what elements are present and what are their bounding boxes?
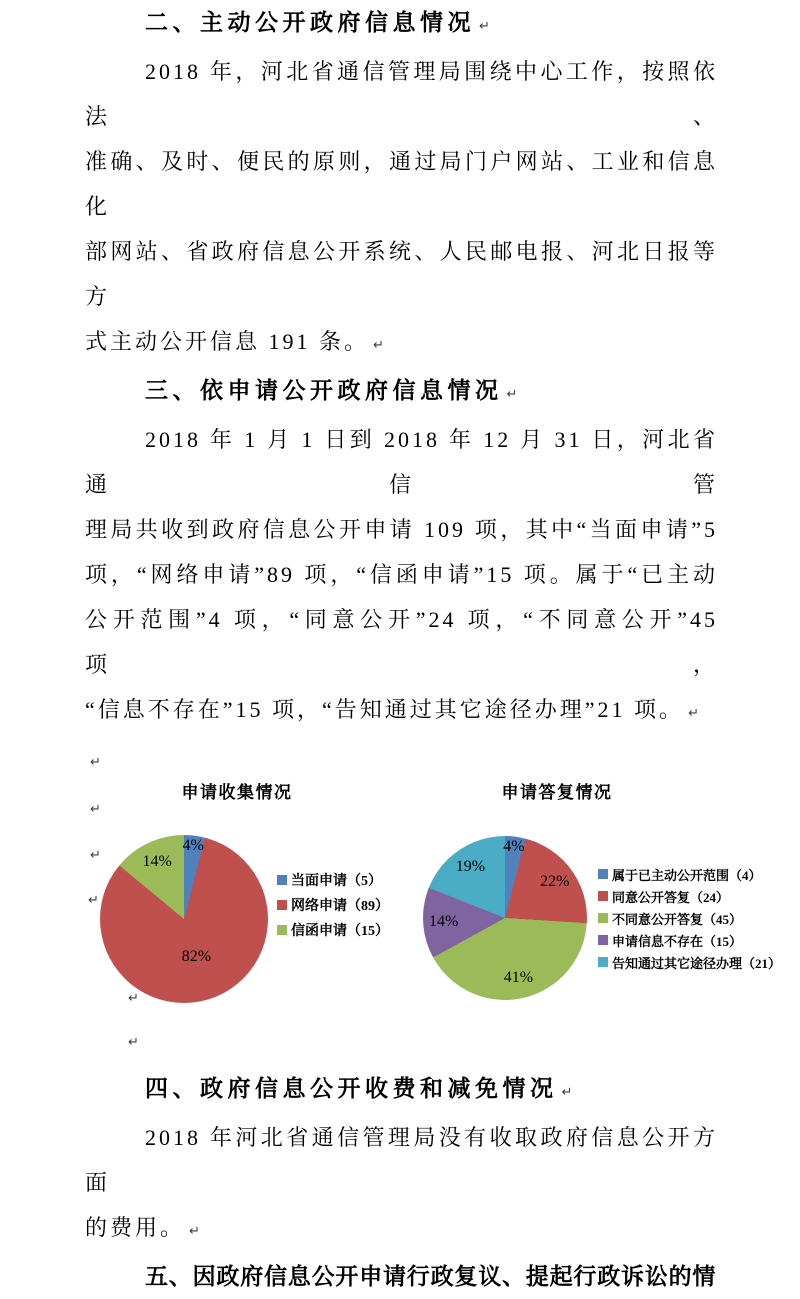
paragraph-mark: ↵ xyxy=(128,991,139,1006)
charts-area xyxy=(0,736,800,1066)
paragraph-line-text: 公开范围”4 项，“同意公开”24 项，“不同意公开”45 项， xyxy=(85,607,718,677)
sec2-para-line xyxy=(85,49,718,139)
legend-label: 不同意公开答复（45） xyxy=(612,911,743,927)
document-bottom-section xyxy=(0,1066,800,1299)
paragraph-mark: ↵ xyxy=(688,706,699,721)
paragraph-line-text: 式主动公开信息 191 条。 xyxy=(85,329,370,354)
chart-title: 申请答复情况 xyxy=(501,783,613,802)
legend-label: 同意公开答复（24） xyxy=(612,889,730,905)
legend-swatch-icon xyxy=(277,875,287,885)
legend-label: 告知通过其它途径办理（21） xyxy=(612,955,782,971)
legend-swatch-icon xyxy=(598,869,608,879)
heading-text: 三、依申请公开政府信息情况 xyxy=(145,378,503,403)
sec2-para-line xyxy=(85,139,718,229)
paragraph-mark: ↵ xyxy=(479,19,490,34)
paragraph-line-text: 准确、及时、便民的原则，通过局门户网站、工业和信息化 xyxy=(85,149,718,219)
pie-percent-label: 22% xyxy=(540,872,570,890)
paragraph-mark: ↵ xyxy=(189,1224,200,1239)
heading-text: 四、政府信息公开收费和减免情况 xyxy=(145,1076,558,1101)
paragraph-line-text: 项，“网络申请”89 项，“信函申请”15 项。属于“已主动 xyxy=(85,562,718,587)
paragraph-line-text: 2018 年，河北省通信管理局围绕中心工作，按照依法、 xyxy=(85,59,718,129)
pie-percent-label: 4% xyxy=(503,838,525,856)
legend-item xyxy=(598,929,781,951)
legend-swatch-icon xyxy=(277,900,287,910)
chart-title: 申请收集情况 xyxy=(181,783,293,802)
pie-percent-label: 14% xyxy=(428,912,459,930)
paragraph-mark: ↵ xyxy=(88,893,99,908)
paragraph-line-text: 2018 年河北省通信管理局没有收取政府信息公开方面 xyxy=(85,1125,718,1195)
paragraph-mark: ↵ xyxy=(373,338,384,353)
legend-label: 信函申请（15） xyxy=(291,923,389,939)
pie-percent-label: 41% xyxy=(503,969,534,987)
paragraph-mark: ↵ xyxy=(90,755,101,770)
sec4-para-line xyxy=(85,1205,718,1254)
pie-reply xyxy=(423,836,587,1000)
paragraph-mark: ↵ xyxy=(561,1085,573,1100)
legend-label: 申请信息不存在（15） xyxy=(612,933,743,949)
paragraph-line-text: 理局共收到政府信息公开申请 109 项，其中“当面申请”5 xyxy=(85,517,718,542)
legend-swatch-icon xyxy=(598,913,608,923)
pie-percent-label: 4% xyxy=(182,837,204,855)
legend-item xyxy=(277,892,389,917)
sec3-para-line xyxy=(85,597,718,687)
legend-item xyxy=(598,951,781,973)
pie-percent-label: 19% xyxy=(455,858,486,876)
paragraph-mark: ↵ xyxy=(506,387,518,402)
legend-item xyxy=(598,863,781,885)
legend-item xyxy=(277,867,389,892)
paragraph-mark: ↵ xyxy=(90,802,101,817)
pie-percent-label: 82% xyxy=(181,948,212,966)
sec2-para-line xyxy=(85,229,718,319)
legend-swatch-icon xyxy=(598,935,608,945)
sec3-heading xyxy=(85,368,718,417)
pie-collection xyxy=(100,835,268,1006)
paragraph-mark: ↵ xyxy=(90,848,101,863)
legend-label: 当面申请（5） xyxy=(291,873,382,889)
sec3-para-line xyxy=(85,552,718,597)
paragraph-mark: ↵ xyxy=(128,1035,139,1050)
paragraph-line-text: “信息不存在”15 项，“告知通过其它途径办理”21 项。 xyxy=(85,697,685,722)
paragraph-line-text: 部网站、省政府信息公开系统、人民邮电报、河北日报等方 xyxy=(85,239,718,309)
legend-item xyxy=(598,907,781,929)
sec3-para-line xyxy=(85,507,718,552)
legend-item xyxy=(598,885,781,907)
sec3-para-line xyxy=(85,417,718,507)
legend-reply xyxy=(598,863,781,973)
sec4-heading xyxy=(85,1066,718,1115)
sec3-para-line xyxy=(85,687,718,736)
legend-label: 网络申请（89） xyxy=(291,898,389,914)
legend-swatch-icon xyxy=(277,925,287,935)
paragraph-line-text: 2018 年 1 月 1 日到 2018 年 12 月 31 日，河北省通信管 xyxy=(85,427,718,497)
legend-swatch-icon xyxy=(598,891,608,901)
legend-collection xyxy=(277,867,389,942)
sec5-heading xyxy=(85,1254,718,1299)
pie-percent-label: 14% xyxy=(142,852,172,870)
heading-text: 二、主动公开政府信息情况 xyxy=(145,10,475,35)
heading-text: 五、因政府信息公开申请行政复议、提起行政诉讼的情 xyxy=(145,1264,717,1289)
paragraph-line-text: 的费用。 xyxy=(85,1215,186,1240)
legend-item xyxy=(277,917,389,942)
sec2-heading xyxy=(85,0,718,49)
sec2-para-line xyxy=(85,319,718,368)
sec4-para-line xyxy=(85,1115,718,1205)
legend-swatch-icon xyxy=(598,957,608,967)
legend-label: 属于已主动公开范围（4） xyxy=(612,867,762,883)
